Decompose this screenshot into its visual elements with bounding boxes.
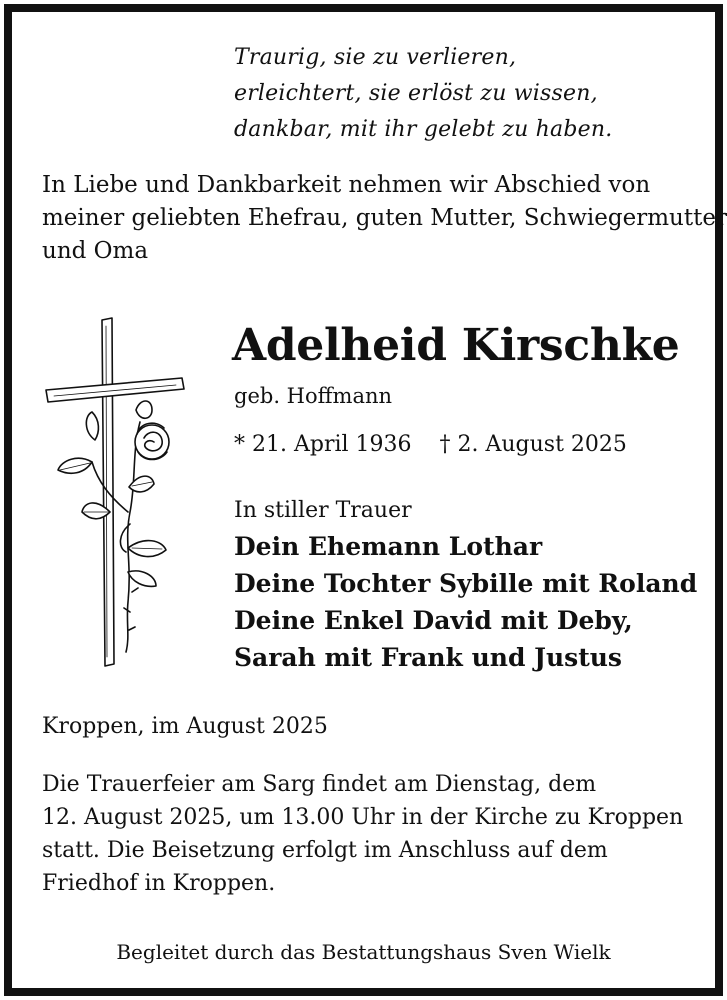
intro-line: und Oma	[42, 238, 149, 264]
ceremony-line: 12. August 2025, um 13.00 Uhr in der Kirche zu Kroppen	[42, 805, 684, 830]
ceremony-line: Friedhof in Kroppen.	[42, 871, 276, 896]
funeral-home-credit: Begleitet durch das Bestattungshaus Sven Wielk	[116, 940, 611, 964]
obituary-card	[4, 4, 727, 996]
mourners-intro: In stiller Trauer	[234, 498, 412, 523]
mourner-line: Deine Tochter Sybille mit Roland	[234, 569, 698, 598]
mourner-line: Dein Ehemann Lothar	[234, 532, 543, 561]
poem-line: Traurig, sie zu verlieren,	[234, 45, 517, 70]
mourners-list	[234, 528, 697, 676]
intro-line: In Liebe und Dankbarkeit nehmen wir Abschied von	[42, 172, 651, 198]
mourner-line: Deine Enkel David mit Deby,	[234, 606, 633, 635]
death-date: † 2. August 2025	[439, 432, 627, 457]
ceremony-info	[42, 768, 722, 900]
maiden-name: geb. Hoffmann	[234, 384, 393, 408]
intro-line: meiner geliebten Ehefrau, guten Mutter, Schwiegermutter	[42, 205, 727, 231]
poem	[234, 40, 694, 148]
poem-line: erleichtert, sie erlöst zu wissen,	[234, 81, 598, 106]
farewell-intro	[42, 169, 727, 268]
birth-date: * 21. April 1936	[234, 432, 412, 457]
ceremony-line: statt. Die Beisetzung erfolgt im Anschluss auf dem	[42, 838, 608, 863]
place-and-date: Kroppen, im August 2025	[42, 714, 328, 739]
mourner-line: Sarah mit Frank und Justus	[234, 643, 623, 672]
life-dates	[234, 430, 627, 460]
poem-line: dankbar, mit ihr gelebt zu haben.	[234, 117, 613, 142]
ceremony-line: Die Trauerfeier am Sarg findet am Dienstag, dem	[42, 772, 597, 797]
cross-with-roses-icon	[40, 312, 190, 672]
deceased-name: Adelheid Kirschke	[232, 320, 680, 371]
